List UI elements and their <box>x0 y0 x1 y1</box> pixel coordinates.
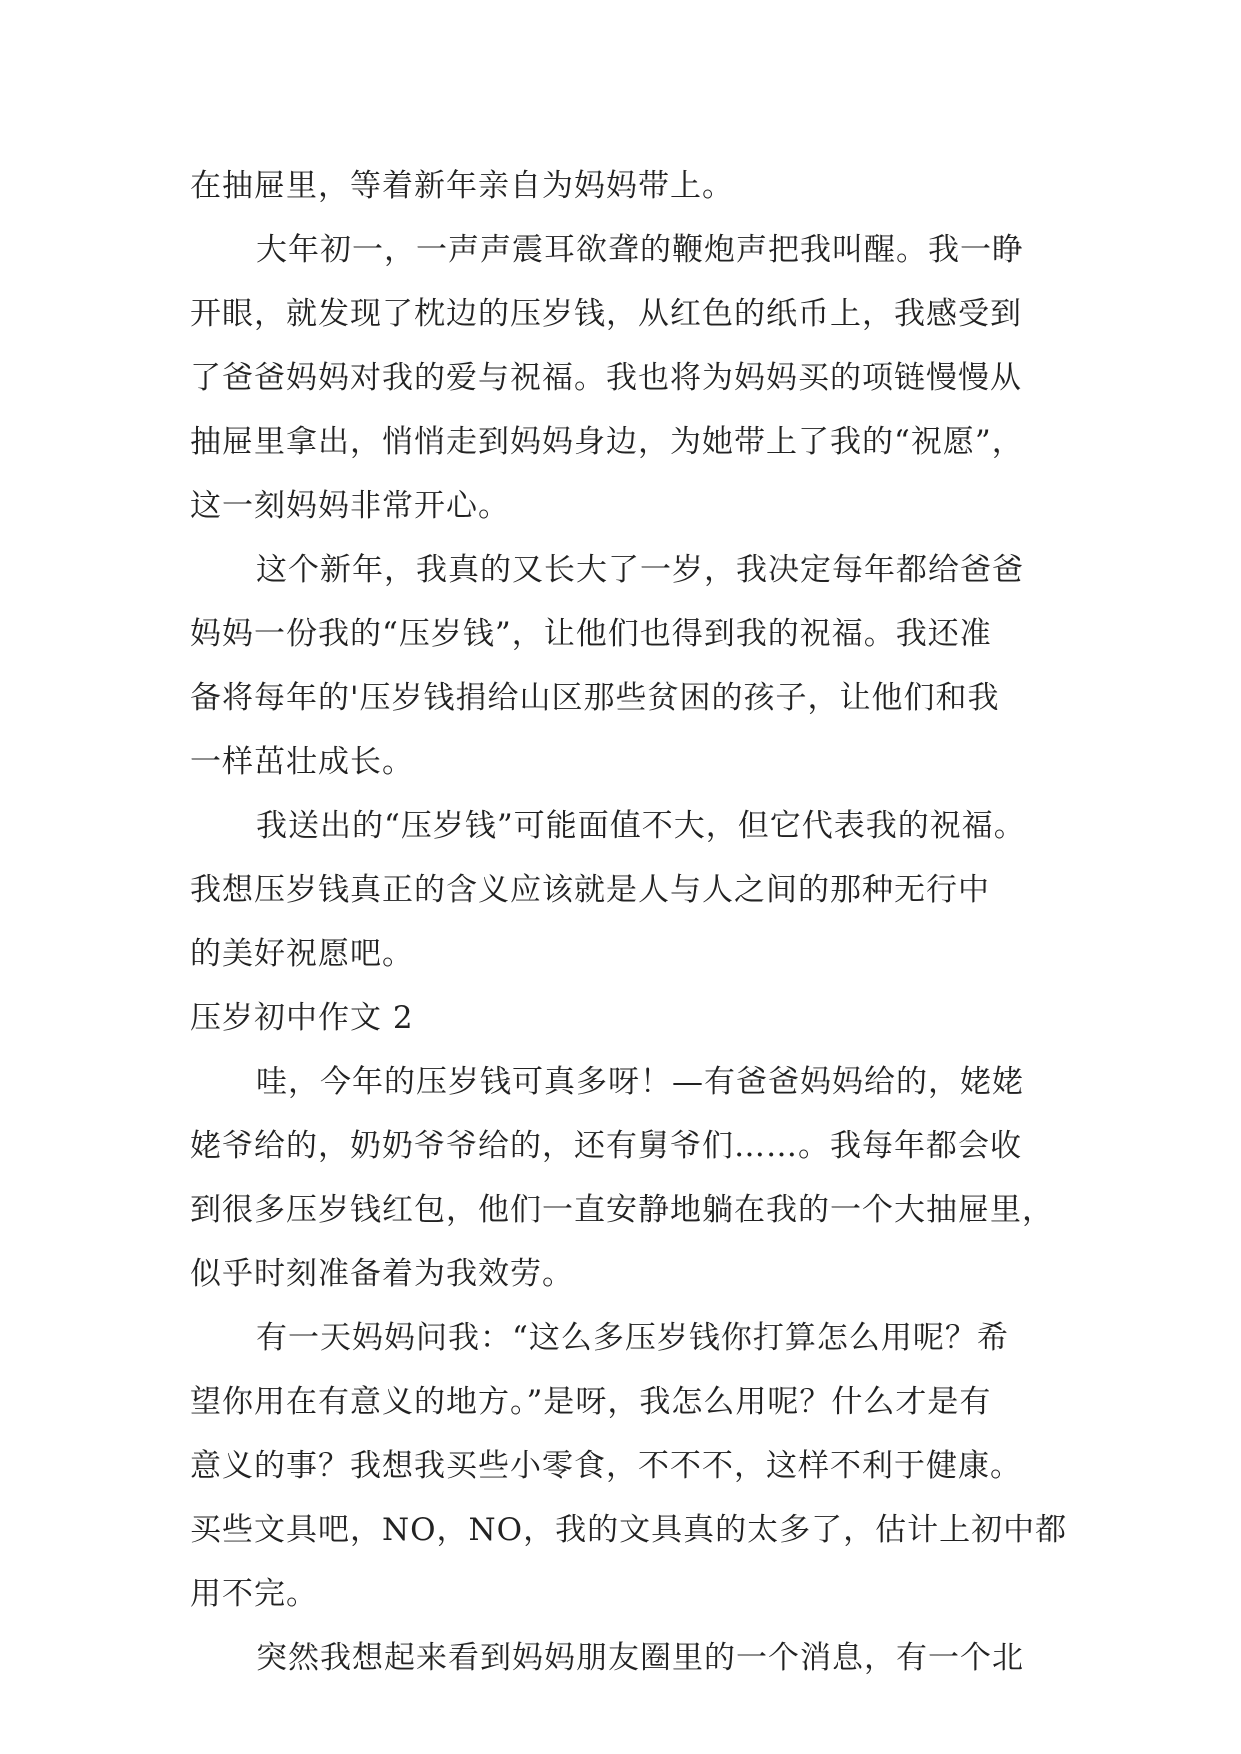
text-line: 抽屉里拿出，悄悄走到妈妈身边，为她带上了我的“祝愿”， <box>190 424 1024 460</box>
text-line: 在抽屉里，等着新年亲自为妈妈带上。 <box>190 168 734 204</box>
section-heading: 压岁初中作文 2 <box>190 1000 414 1036</box>
text-line: 望你用在有意义的地方。”是呀，我怎么用呢？什么才是有 <box>190 1384 992 1420</box>
text-line: 似乎时刻准备着为我效劳。 <box>190 1256 574 1292</box>
paragraph-start-line: 有一天妈妈问我：“这么多压岁钱你打算怎么用呢？希 <box>256 1320 1009 1356</box>
text-line: 妈妈一份我的“压岁钱”，让他们也得到我的祝福。我还准 <box>190 616 992 652</box>
text-line: 意义的事？我想我买些小零食，不不不，这样不利于健康。 <box>190 1448 1022 1484</box>
text-line: 用不完。 <box>190 1576 318 1612</box>
paragraph-start-line: 我送出的“压岁钱”可能面值不大，但它代表我的祝福。 <box>256 808 1026 844</box>
text-line: 姥爷给的，奶奶爷爷给的，还有舅爷们……。我每年都会收 <box>190 1128 1022 1164</box>
text-line: 到很多压岁钱红包，他们一直安静地躺在我的一个大抽屉里， <box>190 1192 1054 1228</box>
paragraph-start-line: 大年初一，一声声震耳欲聋的鞭炮声把我叫醒。我一睁 <box>256 232 1024 268</box>
paragraph-start-line: 哇，今年的压岁钱可真多呀！—有爸爸妈妈给的，姥姥 <box>256 1064 1024 1100</box>
text-line: 我想压岁钱真正的含义应该就是人与人之间的那种无行中 <box>190 872 990 908</box>
text-line: 备将每年的'压岁钱捐给山区那些贫困的孩子，让他们和我 <box>190 680 1000 716</box>
paragraph-start-line: 突然我想起来看到妈妈朋友圈里的一个消息，有一个北 <box>256 1640 1024 1676</box>
text-line: 一样茁壮成长。 <box>190 744 414 780</box>
text-line: 这一刻妈妈非常开心。 <box>190 488 510 524</box>
paragraph-start-line: 这个新年，我真的又长大了一岁，我决定每年都给爸爸 <box>256 552 1024 588</box>
text-line: 开眼，就发现了枕边的压岁钱，从红色的纸币上，我感受到 <box>190 296 1022 332</box>
text-line: 的美好祝愿吧。 <box>190 936 414 972</box>
text-line: 了爸爸妈妈对我的爱与祝福。我也将为妈妈买的项链慢慢从 <box>190 360 1022 396</box>
text-line: 买些文具吧，NO，NO，我的文具真的太多了，估计上初中都 <box>190 1512 1068 1548</box>
